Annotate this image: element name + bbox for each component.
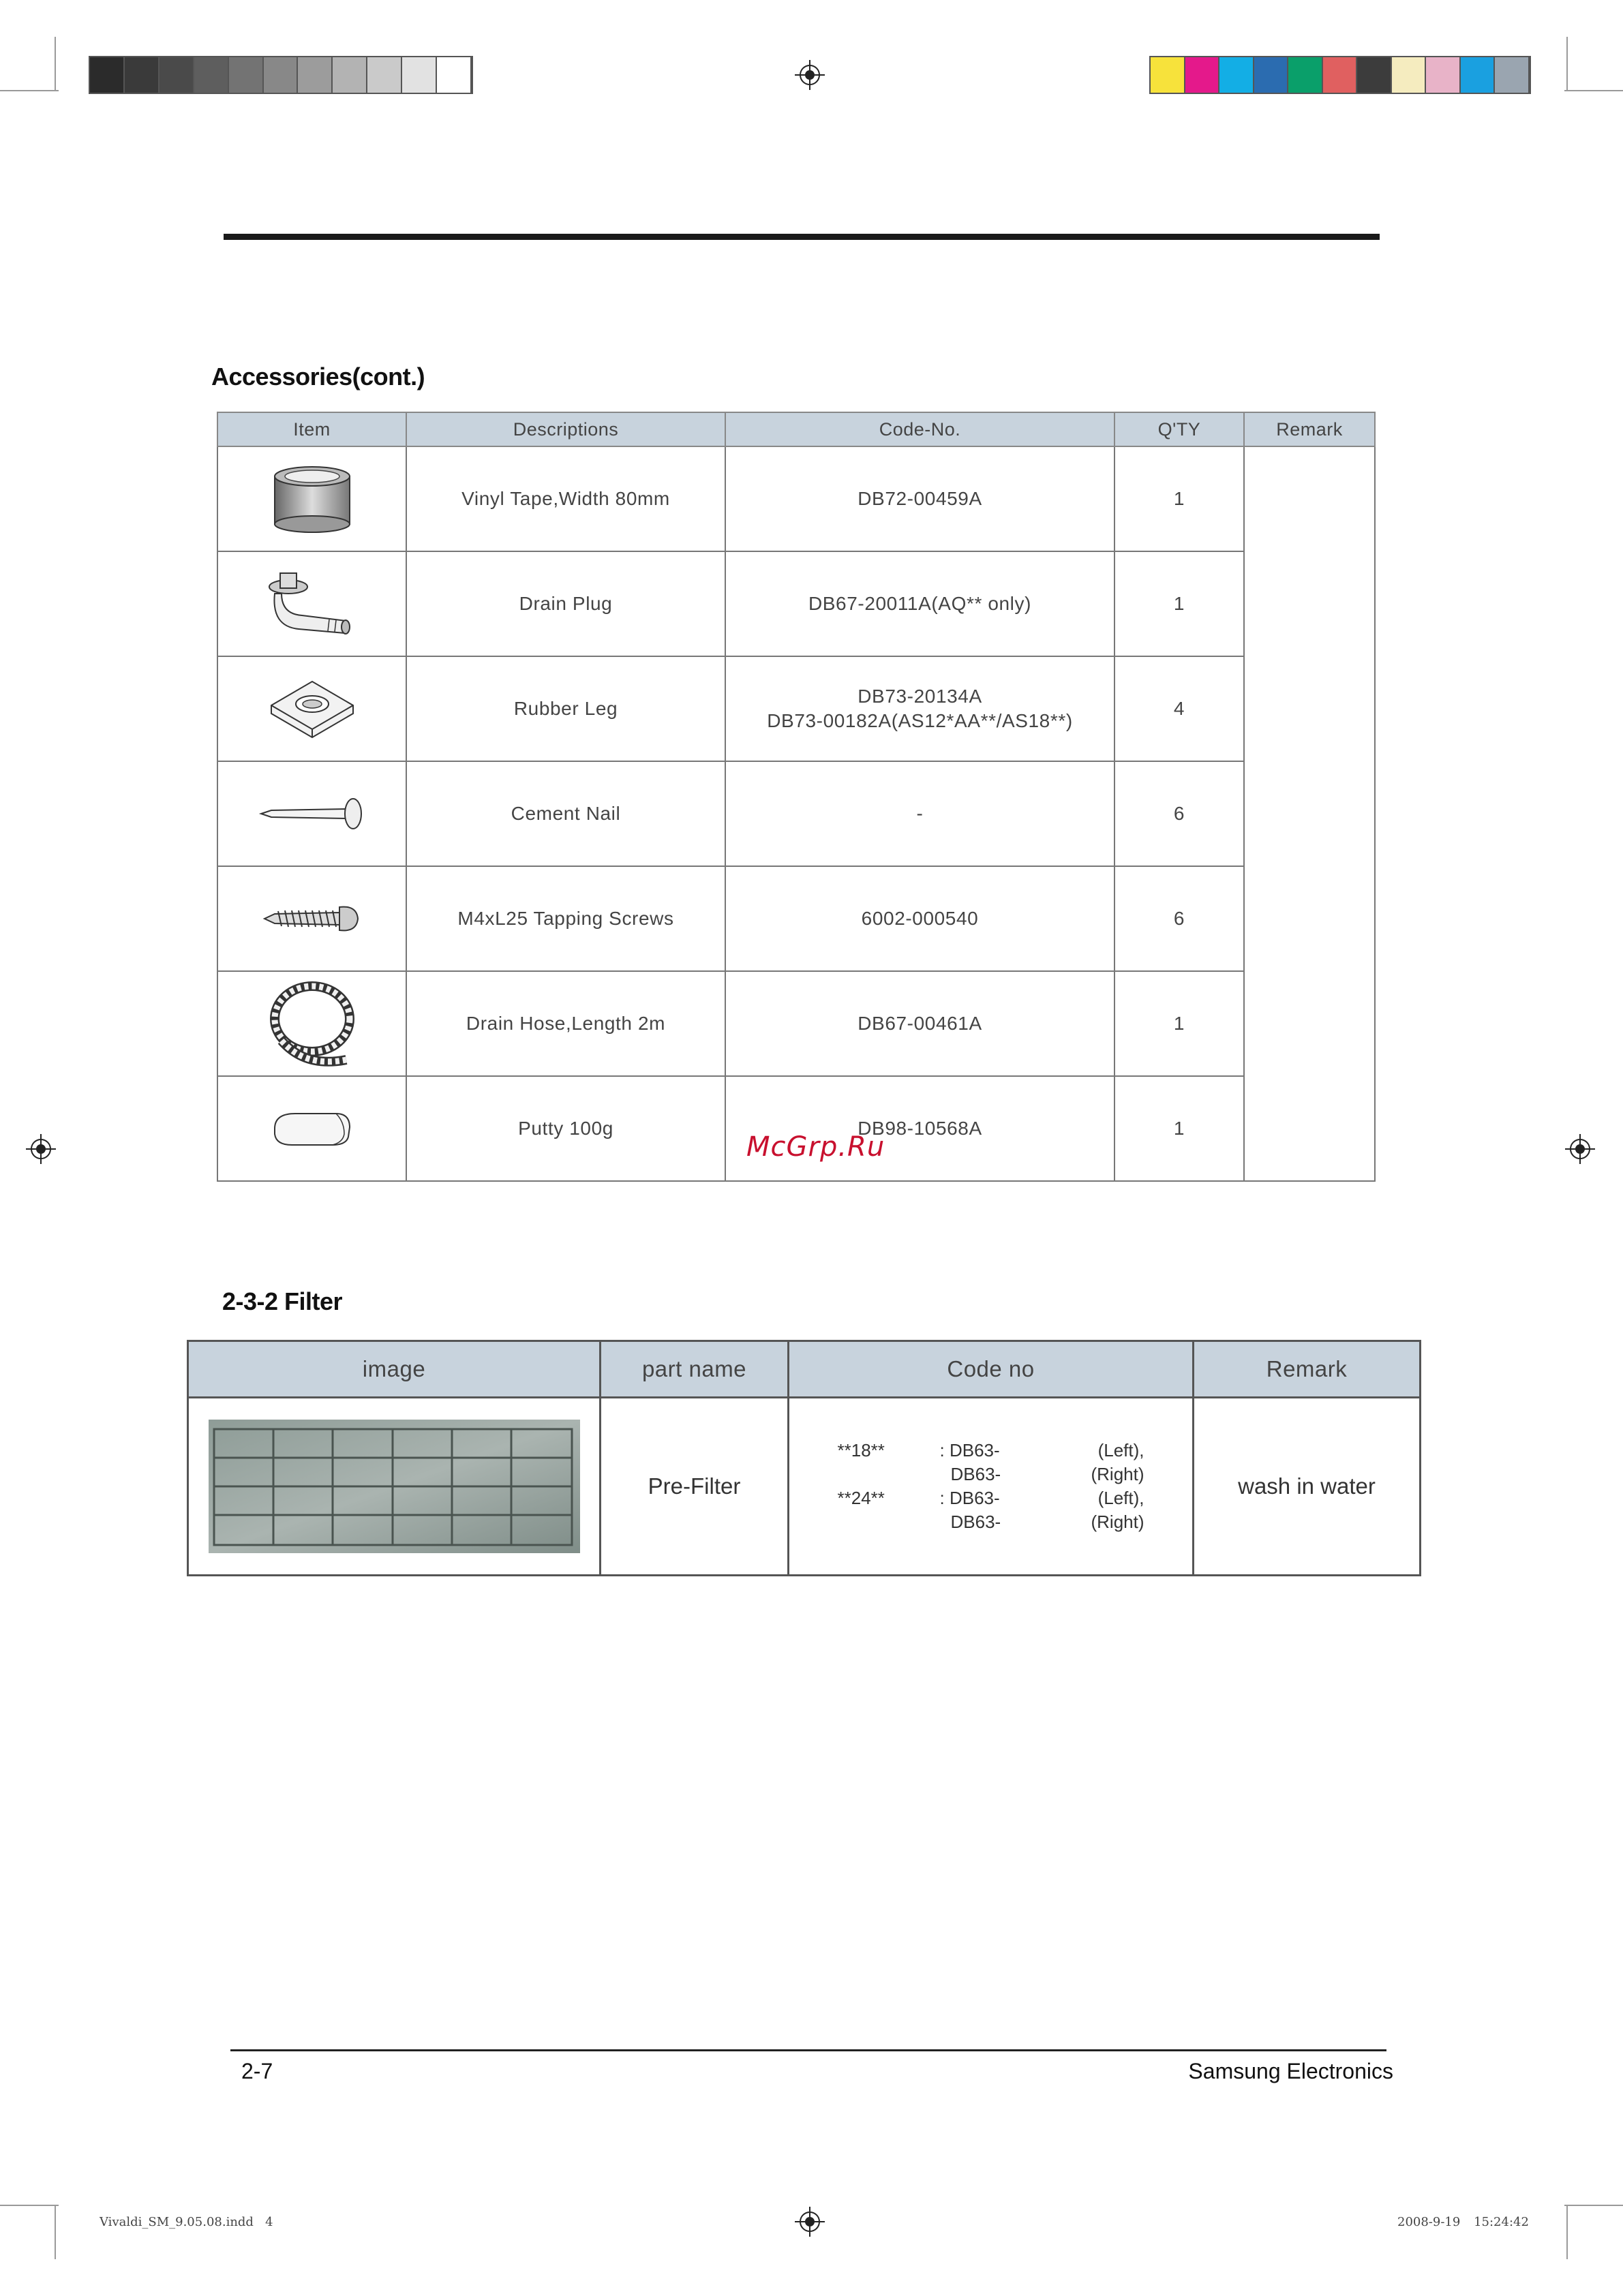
column-header-image: image [188, 1341, 601, 1398]
description-cell: Vinyl Tape,Width 80mm [406, 446, 725, 551]
color-swatch-bar [1149, 56, 1531, 94]
column-header-code-no: Code no [789, 1341, 1194, 1398]
table-row [217, 551, 1375, 656]
description-cell: Drain Hose,Length 2m [406, 971, 725, 1076]
drain-hose-icon [264, 979, 360, 1068]
color-swatch [437, 57, 472, 93]
header-rule [224, 234, 1380, 240]
qty-cell: 1 [1114, 551, 1244, 656]
table-row [217, 866, 1375, 971]
list-item: **18** : DB63- (Left), [837, 1440, 1144, 1460]
file-slug: Vivaldi_SM_9.05.08.indd 4 [100, 2215, 273, 2229]
color-swatch [1151, 57, 1185, 93]
crop-mark [55, 2205, 56, 2259]
code-cell: DB72-00459A [725, 446, 1114, 551]
color-swatch [1357, 57, 1392, 93]
crop-mark [1564, 2205, 1623, 2206]
page-number: 2-7 [241, 2059, 273, 2083]
color-swatch [1323, 57, 1358, 93]
print-time: 15:24:42 [1474, 2215, 1529, 2229]
crop-mark [1566, 37, 1568, 91]
pre-filter-image [209, 1420, 580, 1553]
description-cell: M4xL25 Tapping Screws [406, 866, 725, 971]
qty-cell: 1 [1114, 1076, 1244, 1181]
crop-mark [0, 2205, 59, 2206]
color-swatch [1254, 57, 1289, 93]
section-title-accessories: Accessories(cont.) [211, 363, 425, 391]
qty-cell: 4 [1114, 656, 1244, 761]
qty-cell: 1 [1114, 971, 1244, 1076]
color-swatch [1392, 57, 1427, 93]
section-title-filter: 2-3-2 Filter [222, 1287, 343, 1315]
color-swatch [1219, 57, 1254, 93]
color-swatch [90, 57, 125, 93]
code-line: DB73-00182A(AS12*AA**/AS18**) [767, 710, 1073, 731]
description-cell: Rubber Leg [406, 656, 725, 761]
vinyl-tape-icon [268, 461, 357, 536]
rubber-leg-icon [264, 671, 360, 746]
footer-rule [230, 2049, 1386, 2051]
code-cell: 6002-000540 [725, 866, 1114, 971]
part-name-cell: Pre-Filter [601, 1398, 789, 1576]
putty-icon [268, 1101, 357, 1156]
column-header-remark: Remark [1244, 412, 1375, 446]
description-cell: Cement Nail [406, 761, 725, 866]
drain-plug-icon [261, 566, 363, 641]
crop-mark [1566, 2205, 1568, 2259]
color-swatch [333, 57, 367, 93]
qty-cell: 1 [1114, 446, 1244, 551]
table-row [217, 656, 1375, 761]
table-header-row [217, 412, 1375, 446]
color-swatch [298, 57, 333, 93]
color-swatch [194, 57, 229, 93]
filter-code-list [838, 1439, 1144, 1534]
color-swatch [1461, 57, 1496, 93]
watermark: McGrp.Ru [746, 1131, 885, 1163]
color-swatch [402, 57, 437, 93]
qty-cell: 6 [1114, 761, 1244, 866]
color-swatch [1185, 57, 1220, 93]
print-date: 2008-9-19 [1397, 2215, 1461, 2229]
registration-mark-icon [26, 1134, 56, 1164]
registration-mark-icon [1565, 1134, 1595, 1164]
column-header-code: Code-No. [725, 412, 1114, 446]
tapping-screw-icon [261, 895, 363, 943]
registration-mark-icon [795, 2207, 825, 2237]
color-swatch [1495, 57, 1530, 93]
table-row [217, 446, 1375, 551]
cement-nail-icon [258, 793, 367, 834]
table-header-row [188, 1341, 1421, 1398]
column-header-descriptions: Descriptions [406, 412, 725, 446]
table-row [217, 761, 1375, 866]
registration-mark-icon [795, 60, 825, 90]
color-swatch [125, 57, 160, 93]
table-row [188, 1398, 1421, 1576]
crop-mark [1564, 90, 1623, 91]
color-swatch [367, 57, 402, 93]
filter-table [187, 1340, 1421, 1576]
brand-name: Samsung Electronics [1188, 2059, 1393, 2083]
crop-mark [55, 37, 56, 91]
code-cell [725, 656, 1114, 761]
code-cell: DB98-10568A [725, 1076, 1114, 1181]
color-swatch [1426, 57, 1461, 93]
code-cell: - [725, 761, 1114, 866]
remark-cell [1244, 446, 1375, 1181]
list-item: DB63- (Right) [950, 1464, 1144, 1484]
crop-mark [0, 90, 59, 91]
print-timestamp [1397, 2215, 1529, 2229]
column-header-remark: Remark [1194, 1341, 1421, 1398]
color-swatch [264, 57, 299, 93]
column-header-qty: Q'TY [1114, 412, 1244, 446]
code-cell: DB67-20011A(AQ** only) [725, 551, 1114, 656]
qty-cell: 6 [1114, 866, 1244, 971]
color-swatch [229, 57, 264, 93]
description-cell: Putty 100g [406, 1076, 725, 1181]
code-line: DB73-20134A [858, 686, 982, 707]
accessories-table [217, 412, 1376, 1182]
color-swatch [160, 57, 194, 93]
remark-cell: wash in water [1194, 1398, 1421, 1576]
description-cell: Drain Plug [406, 551, 725, 656]
color-swatch [1288, 57, 1323, 93]
list-item: **24** : DB63- (Left), [837, 1488, 1144, 1508]
column-header-part-name: part name [601, 1341, 789, 1398]
table-row [217, 971, 1375, 1076]
code-cell: DB67-00461A [725, 971, 1114, 1076]
gray-swatch-bar [89, 56, 473, 94]
list-item: DB63- (Right) [950, 1512, 1144, 1532]
table-row [217, 1076, 1375, 1181]
column-header-item: Item [217, 412, 406, 446]
